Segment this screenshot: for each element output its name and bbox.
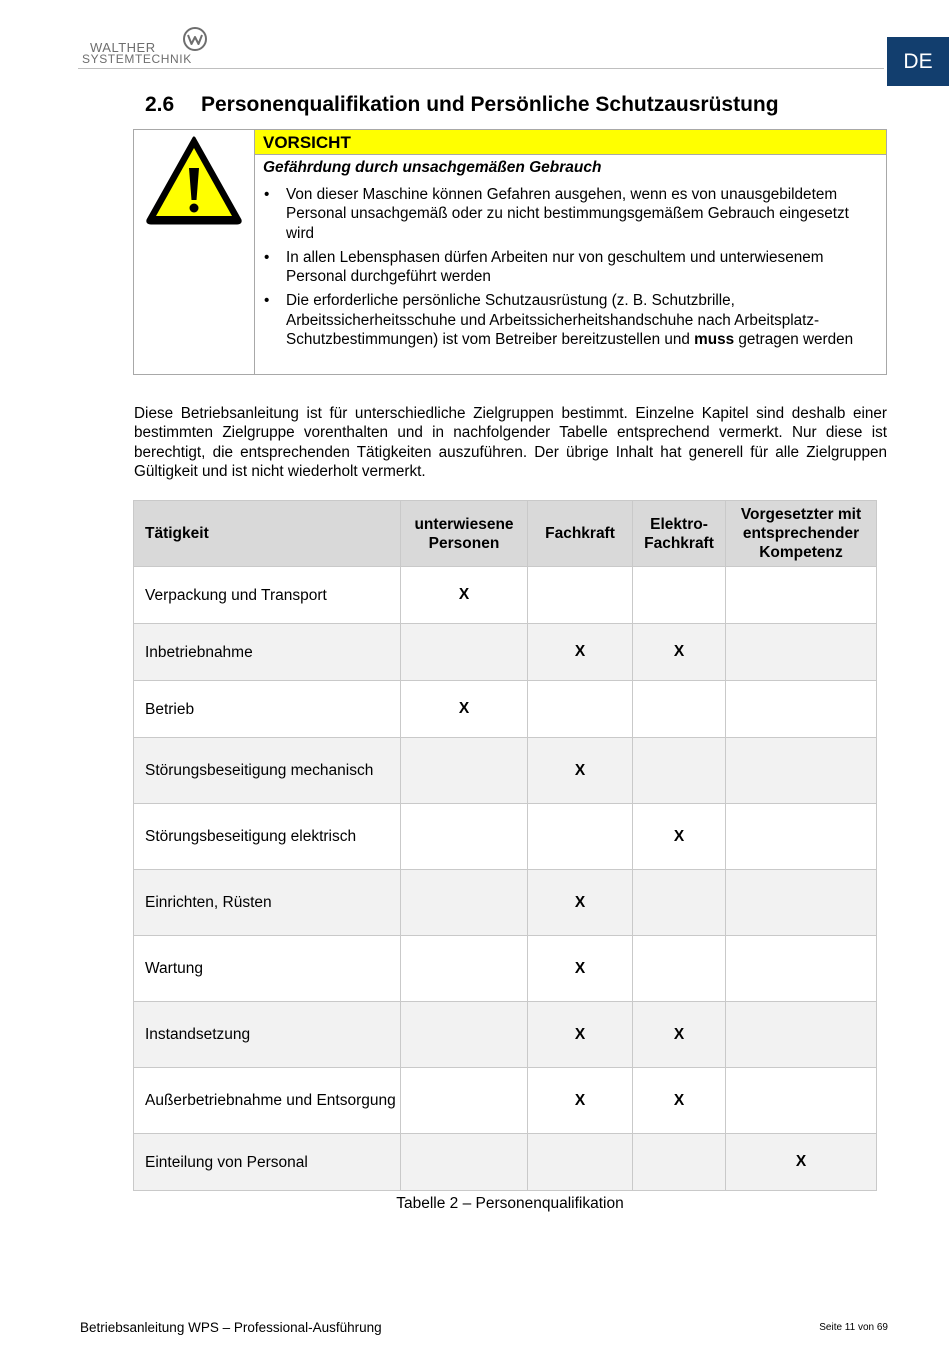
table-row [134,681,877,738]
language-badge: DE [887,37,949,86]
mark-cell [401,1002,528,1068]
activity-cell: Einrichten, Rüsten [134,870,401,936]
mark-cell [528,681,633,738]
mark-cell [726,624,877,681]
table-row [134,1002,877,1068]
activity-cell: Wartung [134,936,401,1002]
column-header: Elektro-Fachkraft [633,501,726,567]
mark-cell: X [528,1002,633,1068]
activity-cell: Störungsbeseitigung mechanisch [134,738,401,804]
mark-cell [401,870,528,936]
mark-cell [726,681,877,738]
activity-cell: Einteilung von Personal [134,1134,401,1191]
table-header-row [134,501,877,567]
activity-cell: Störungsbeseitigung elektrisch [134,804,401,870]
caution-signal-word: VORSICHT [255,130,886,155]
activity-cell: Betrieb [134,681,401,738]
mark-cell: X [633,804,726,870]
section-title: Personenqualifikation und Persönliche Schutzausrüstung [201,93,779,116]
hazard-item [263,291,879,349]
mark-cell: X [633,1068,726,1134]
mark-cell [633,681,726,738]
table-row [134,624,877,681]
logo-text-walther: WALTHER [90,40,156,55]
mark-cell: X [726,1134,877,1191]
table-row [134,567,877,624]
mark-cell [401,624,528,681]
mark-cell: X [401,681,528,738]
footer-page-number: Seite 11 von 69 [819,1322,888,1333]
hazard-list [263,185,879,354]
mark-cell: X [401,567,528,624]
mark-cell: X [633,1002,726,1068]
mark-cell: X [528,1068,633,1134]
footer-document-title: Betriebsanleitung WPS – Professional-Ausführung [80,1320,382,1335]
table-row [134,738,877,804]
table-row [134,1134,877,1191]
activity-cell: Inbetriebnahme [134,624,401,681]
intro-paragraph: Diese Betriebsanleitung ist für unterschiedliche Zielgruppen bestimmt. Einzelne Kapitel sind deshalb einer bestimmten Zielgruppe vorenthalten und in nachfolgender Tabelle entsprechend vermerkt. Nur diese ist berechtigt, die entsprechenden Tätigkeiten auszuführen. Der übrige Inhalt hat generell für alle Zielgruppen Gültigkeit und ist nicht wiederholt vermerkt. [134,405,887,480]
mark-cell [528,804,633,870]
mark-cell [726,936,877,1002]
mark-cell [726,870,877,936]
mark-cell: X [528,936,633,1002]
mark-cell: X [528,870,633,936]
mark-cell [401,936,528,1002]
activity-cell: Instandsetzung [134,1002,401,1068]
walther-w-logo-icon [182,26,208,52]
hazard-subtitle: Gefährdung durch unsachgemäßen Gebrauch [263,159,602,176]
mark-cell: X [528,738,633,804]
section-heading [145,93,779,117]
mark-cell [726,1068,877,1134]
emphasis-text: muss [694,331,735,349]
mark-cell: X [528,624,633,681]
hazard-item-text: Die erforderliche persönliche Schutzausrüstung (z. B. Schutzbrille, Arbeitssicherheitsschuhe und Arbeitssicherheitshandschuhe nach Arbeitsplatz-Schutzbestimmungen) ist vom Betreiber bereitzustellen und muss getragen werden [286,292,854,349]
hazard-item: • In allen Lebensphasen dürfen Arbeiten nur von geschultem und unterwiesenem Personal durchgeführt werden [263,248,879,287]
logo-text-systemtechnik: SYSTEMTECHNIK [82,52,192,66]
table-row [134,870,877,936]
mark-cell [633,936,726,1002]
mark-cell [633,870,726,936]
column-header: Tätigkeit [134,501,401,567]
header-divider [78,68,884,69]
qualification-table [133,500,877,1191]
column-header: Fachkraft [528,501,633,567]
table-row [134,1068,877,1134]
section-number: 2.6 [145,93,175,116]
mark-cell [726,804,877,870]
activity-cell: Außerbetriebnahme und Entsorgung [134,1068,401,1134]
mark-cell: X [633,624,726,681]
warning-icon-cell [134,130,255,374]
mark-cell [633,567,726,624]
mark-cell [726,567,877,624]
mark-cell [633,738,726,804]
mark-cell [528,567,633,624]
warning-triangle-icon [144,134,244,226]
mark-cell [633,1134,726,1191]
mark-cell [528,1134,633,1191]
activity-cell: Verpackung und Transport [134,567,401,624]
column-header: unterwiesene Personen [401,501,528,567]
mark-cell [401,1134,528,1191]
mark-cell [726,738,877,804]
table-row [134,936,877,1002]
mark-cell [726,1002,877,1068]
table-row [134,804,877,870]
company-logo [82,26,212,70]
table-caption: Tabelle 2 – Personenqualifikation [396,1195,624,1212]
mark-cell [401,738,528,804]
column-header: Vorgesetzter mit entsprechender Kompetenz [726,501,877,567]
hazard-item: • Von dieser Maschine können Gefahren ausgehen, wenn es von unausgebildetem Personal unsachgemäß oder zu nicht bestimmungsgemäßem Gebrauch eingesetzt wird [263,185,879,243]
mark-cell [401,1068,528,1134]
mark-cell [401,804,528,870]
